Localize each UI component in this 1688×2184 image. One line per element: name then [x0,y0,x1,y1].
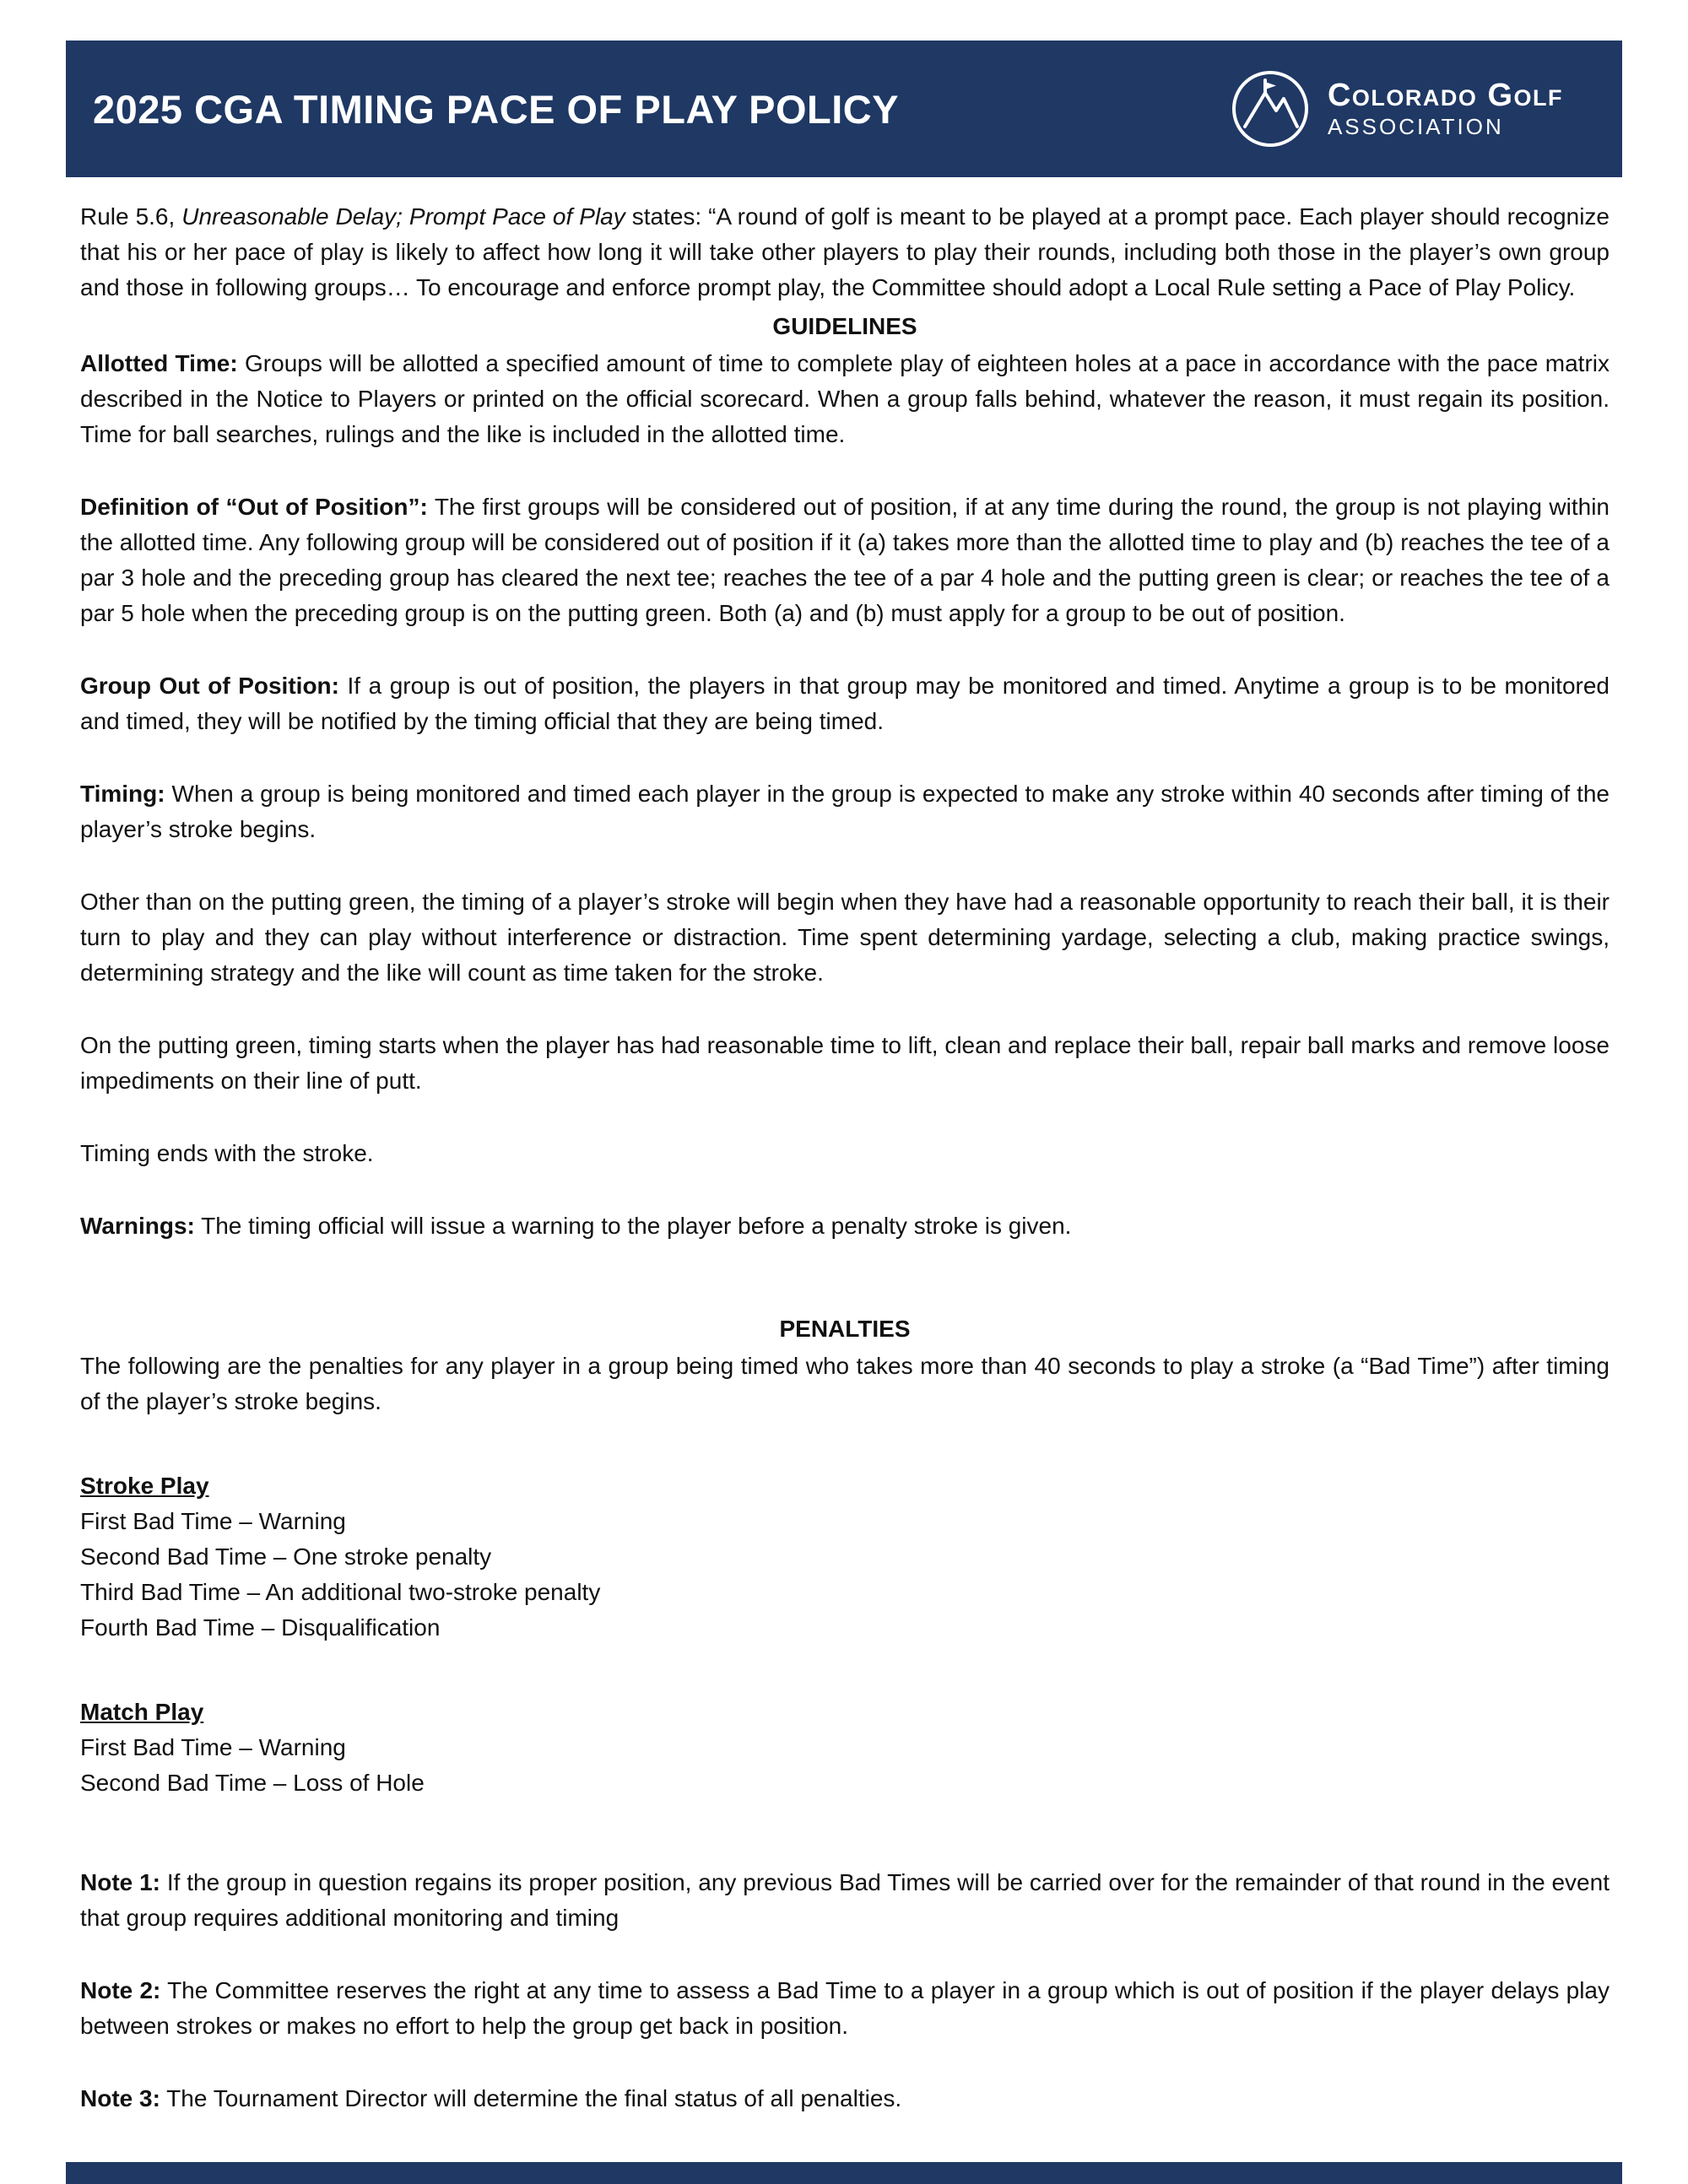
stroke-play-section [80,1468,1610,1646]
logo-subname: ASSOCIATION [1327,113,1504,139]
paragraph-text: When a group is being monitored and timed each player in the group is expected to make any stroke within 40 seconds after timing of the player’s stroke begins. [80,781,1610,842]
cga-mountain-logo-icon [1228,67,1312,151]
paragraph-label: Timing: [80,781,165,807]
note-text: The Committee reserves the right at any time to assess a Bad Time to a player in a group which is out of position if the player delays play between strokes or makes no effort to help the group get back in position. [80,1977,1610,2039]
cga-logo [1228,67,1563,151]
paragraph-timing-start: Other than on the putting green, the timing of a player’s stroke will begin when they have had a reasonable opportunity to reach their ball, it is their turn to play and they can play without interference or distraction. Time spent determining yardage, selecting a club, making practice swings, determining strategy and the like will count as time taken for the stroke. [80,889,1610,986]
note-3-paragraph [80,2081,1610,2116]
match-play-item: First Bad Time – Warning [80,1734,346,1760]
guidelines-heading: GUIDELINES [772,313,917,339]
stroke-play-item: Fourth Bad Time – Disqualification [80,1614,441,1641]
penalties-intro: The following are the penalties for any player in a group being timed who takes more than 40 seconds to play a stroke (a “Bad Time”) after timing of the player’s stroke begins. [80,1353,1610,1414]
match-play-item: Second Bad Time – Loss of Hole [80,1770,425,1796]
note-1-paragraph [80,1865,1610,1936]
note-label: Note 1: [80,1869,160,1895]
stroke-play-item: First Bad Time – Warning [80,1508,346,1534]
paragraph-label: Group Out of Position: [80,673,339,699]
logo-name: Colorado Golf [1327,78,1563,114]
paragraph-text: If a group is out of position, the players in that group may be monitored and timed. Anytime a group is to be monitored and timed, they will be notified by the timing official that they are being timed. [80,673,1610,734]
intro-paragraph [80,199,1610,305]
note-text: The Tournament Director will determine the final status of all penalties. [160,2085,902,2111]
logo-wordmark [1328,78,1563,140]
paragraph-definition-out-of-position [80,489,1610,631]
match-play-heading: Match Play [80,1699,204,1725]
paragraph-timing-ends: Timing ends with the stroke. [80,1140,374,1166]
paragraph-putting-green-timing: On the putting green, timing starts when the player has had reasonable time to lift, clean and replace their ball, repair ball marks and remove loose impediments on their line of putt. [80,1032,1610,1094]
footer-bar [66,2162,1622,2184]
penalties-heading: PENALTIES [779,1316,911,1342]
paragraph-label: Allotted Time: [80,350,238,376]
rule-quote: states: “A round of golf is meant to be played at a prompt pace. Each player should recognize that his or her pace of play is likely to affect how long it will take other players to play their rounds, including both those in the player’s own group and those in following groups… To encourage and enforce prompt play, the Committee should adopt a Local Rule setting a Pace of Play Policy. [80,203,1610,300]
document-body [80,199,1610,2154]
stroke-play-heading: Stroke Play [80,1473,209,1499]
paragraph-label: Definition of “Out of Position”: [80,494,428,520]
rule-reference: Rule 5.6, [80,203,182,230]
paragraph-text: The timing official will issue a warning to the player before a penalty stroke is given. [194,1213,1072,1239]
stroke-play-item: Third Bad Time – An additional two-stroke penalty [80,1579,601,1605]
header-bar [66,41,1622,177]
paragraph-text: The first groups will be considered out of position, if at any time during the round, the group is not playing within the allotted time. Any following group will be considered out of position if it (a) takes more than the allotted time to play and (b) reaches the tee of a par 3 hole and the preceding group has cleared the next tee; reaches the tee of a par 4 hole and the putting green is clear; or reaches the tee of a par 5 hole when the preceding group is on the putting green. Both (a) and (b) must apply for a group to be out of position. [80,494,1610,626]
note-text: If the group in question regains its proper position, any previous Bad Times will be carried over for the remainder of that round in the event that group requires additional monitoring and timing [80,1869,1610,1931]
paragraph-text: Groups will be allotted a specified amount of time to complete play of eighteen holes at a pace in accordance with the pace matrix described in the Notice to Players or printed on the official scorecard. When a group falls behind, whatever the reason, it must regain its position. Time for ball searches, rulings and the like is included in the allotted time. [80,350,1610,447]
note-2-paragraph [80,1973,1610,2044]
page-title: 2025 CGA TIMING PACE OF PLAY POLICY [93,86,900,132]
stroke-play-item: Second Bad Time – One stroke penalty [80,1543,492,1570]
rule-title: Unreasonable Delay; Prompt Pace of Play [181,203,625,230]
match-play-section [80,1695,1610,1801]
paragraph-group-out-of-position [80,668,1610,739]
paragraph-allotted-time [80,346,1610,452]
note-label: Note 3: [80,2085,160,2111]
paragraph-timing [80,776,1610,847]
note-label: Note 2: [80,1977,161,2003]
paragraph-warnings [80,1208,1610,1244]
paragraph-label: Warnings: [80,1213,195,1239]
